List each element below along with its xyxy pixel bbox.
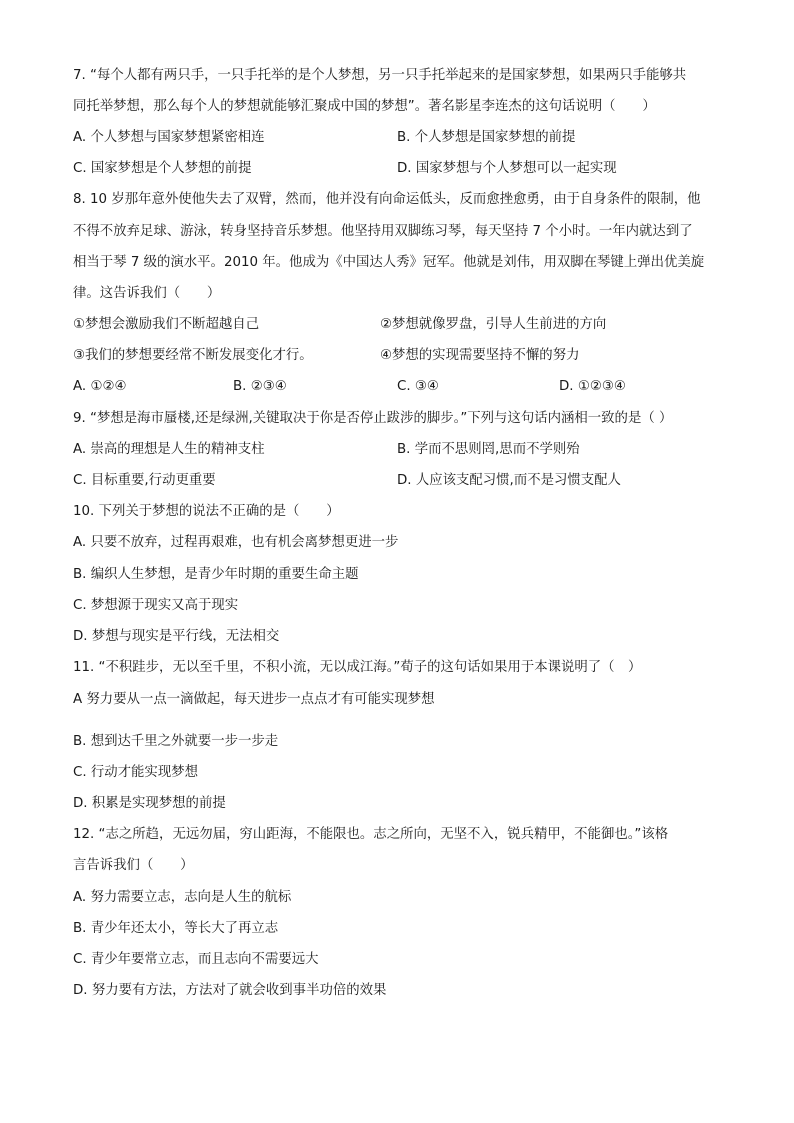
q9-stem-line-1: 9. “梦想是海市蜃楼,还是绿洲,关键取决于你是否停止跋涉的脚步。”下列与这句话内涵相一致的是（ ） <box>73 411 673 426</box>
q9-option-b: B. 学而不思则罔,思而不学则殆 <box>397 442 580 457</box>
q11-option-c: C. 行动才能实现梦想 <box>73 765 198 780</box>
q8-stem-line-1: 8. 10 岁那年意外使他失去了双臂，然而，他并没有向命运低头，反而愈挫愈勇，由于自身条件的限制，他 <box>73 192 701 207</box>
q9-option-c: C. 目标重要,行动更重要 <box>73 473 216 488</box>
q10-option-d: D. 梦想与现实是平行线，无法相交 <box>73 629 280 644</box>
q12-stem-line-1: 12. “志之所趋，无远勿届，穷山距海，不能限也。志之所向，无坚不入，锐兵精甲，不能御也。”该格 <box>73 827 669 842</box>
q8-option-a: A. ①②④ <box>73 379 127 394</box>
q8-stem-line-3: 相当于琴 7 级的演水平。2010 年。他成为《中国达人秀》冠军。他就是刘伟，用双脚在琴键上弹出优美旋 <box>73 255 705 270</box>
q7-stem-line-1: 7. “每个人都有两只手，一只手托举的是个人梦想，另一只手托举起来的是国家梦想，如果两只手能够共 <box>73 68 687 83</box>
q12-option-d: D. 努力要有方法，方法对了就会收到事半功倍的效果 <box>73 983 387 998</box>
q8-statement-3: ③我们的梦想要经常不断发展变化才行。 <box>73 348 313 363</box>
q8-option-d: D. ①②③④ <box>559 379 626 394</box>
q9-option-d: D. 人应该支配习惯,而不是习惯支配人 <box>397 473 621 488</box>
q7-option-d: D. 国家梦想与个人梦想可以一起实现 <box>397 161 617 176</box>
q8-statement-2: ②梦想就像罗盘，引导人生前进的方向 <box>380 317 607 332</box>
q12-stem-line-2: 言告诉我们（ ） <box>73 858 194 873</box>
q8-statement-4: ④梦想的实现需要坚持不懈的努力 <box>380 348 580 363</box>
q12-option-c: C. 青少年要常立志，而且志向不需要远大 <box>73 952 319 967</box>
q10-stem-line-1: 10. 下列关于梦想的说法不正确的是（ ） <box>73 504 340 519</box>
q12-option-a: A. 努力需要立志，志向是人生的航标 <box>73 890 292 905</box>
q7-stem-line-2: 同托举梦想，那么每个人的梦想就能够汇聚成中国的梦想”。著名影星李连杰的这句话说明（ ） <box>73 99 656 114</box>
q10-option-c: C. 梦想源于现实又高于现实 <box>73 598 239 613</box>
q10-option-a: A. 只要不放弃，过程再艰难，也有机会离梦想更进一步 <box>73 535 399 550</box>
q8-option-b: B. ②③④ <box>233 379 287 394</box>
q8-stem-line-4: 律。这告诉我们（ ） <box>73 286 221 301</box>
q8-statement-1: ①梦想会激励我们不断超越自己 <box>73 317 260 332</box>
q11-option-d: D. 积累是实现梦想的前提 <box>73 796 226 811</box>
q8-stem-line-2: 不得不放弃足球、游泳，转身坚持音乐梦想。他坚持用双脚练习琴，每天坚持 7 个小时。一年内就达到了 <box>73 224 693 239</box>
q12-option-b: B. 青少年还太小，等长大了再立志 <box>73 921 279 936</box>
q11-stem-line-1: 11. “不积跬步，无以至千里，不积小流，无以成江海。”荀子的这句话如果用于本课说明了（ ） <box>73 660 642 675</box>
q7-option-b: B. 个人梦想是国家梦想的前提 <box>397 130 576 145</box>
q7-option-a: A. 个人梦想与国家梦想紧密相连 <box>73 130 265 145</box>
q11-option-a: A 努力要从一点一滴做起，每天进步一点点才有可能实现梦想 <box>73 692 435 707</box>
q9-option-a: A. 崇高的理想是人生的精神支柱 <box>73 442 265 457</box>
q8-option-c: C. ③④ <box>397 379 439 394</box>
q10-option-b: B. 编织人生梦想，是青少年时期的重要生命主题 <box>73 567 359 582</box>
q11-option-b: B. 想到达千里之外就要一步一步走 <box>73 734 279 749</box>
q7-option-c: C. 国家梦想是个人梦想的前提 <box>73 161 252 176</box>
